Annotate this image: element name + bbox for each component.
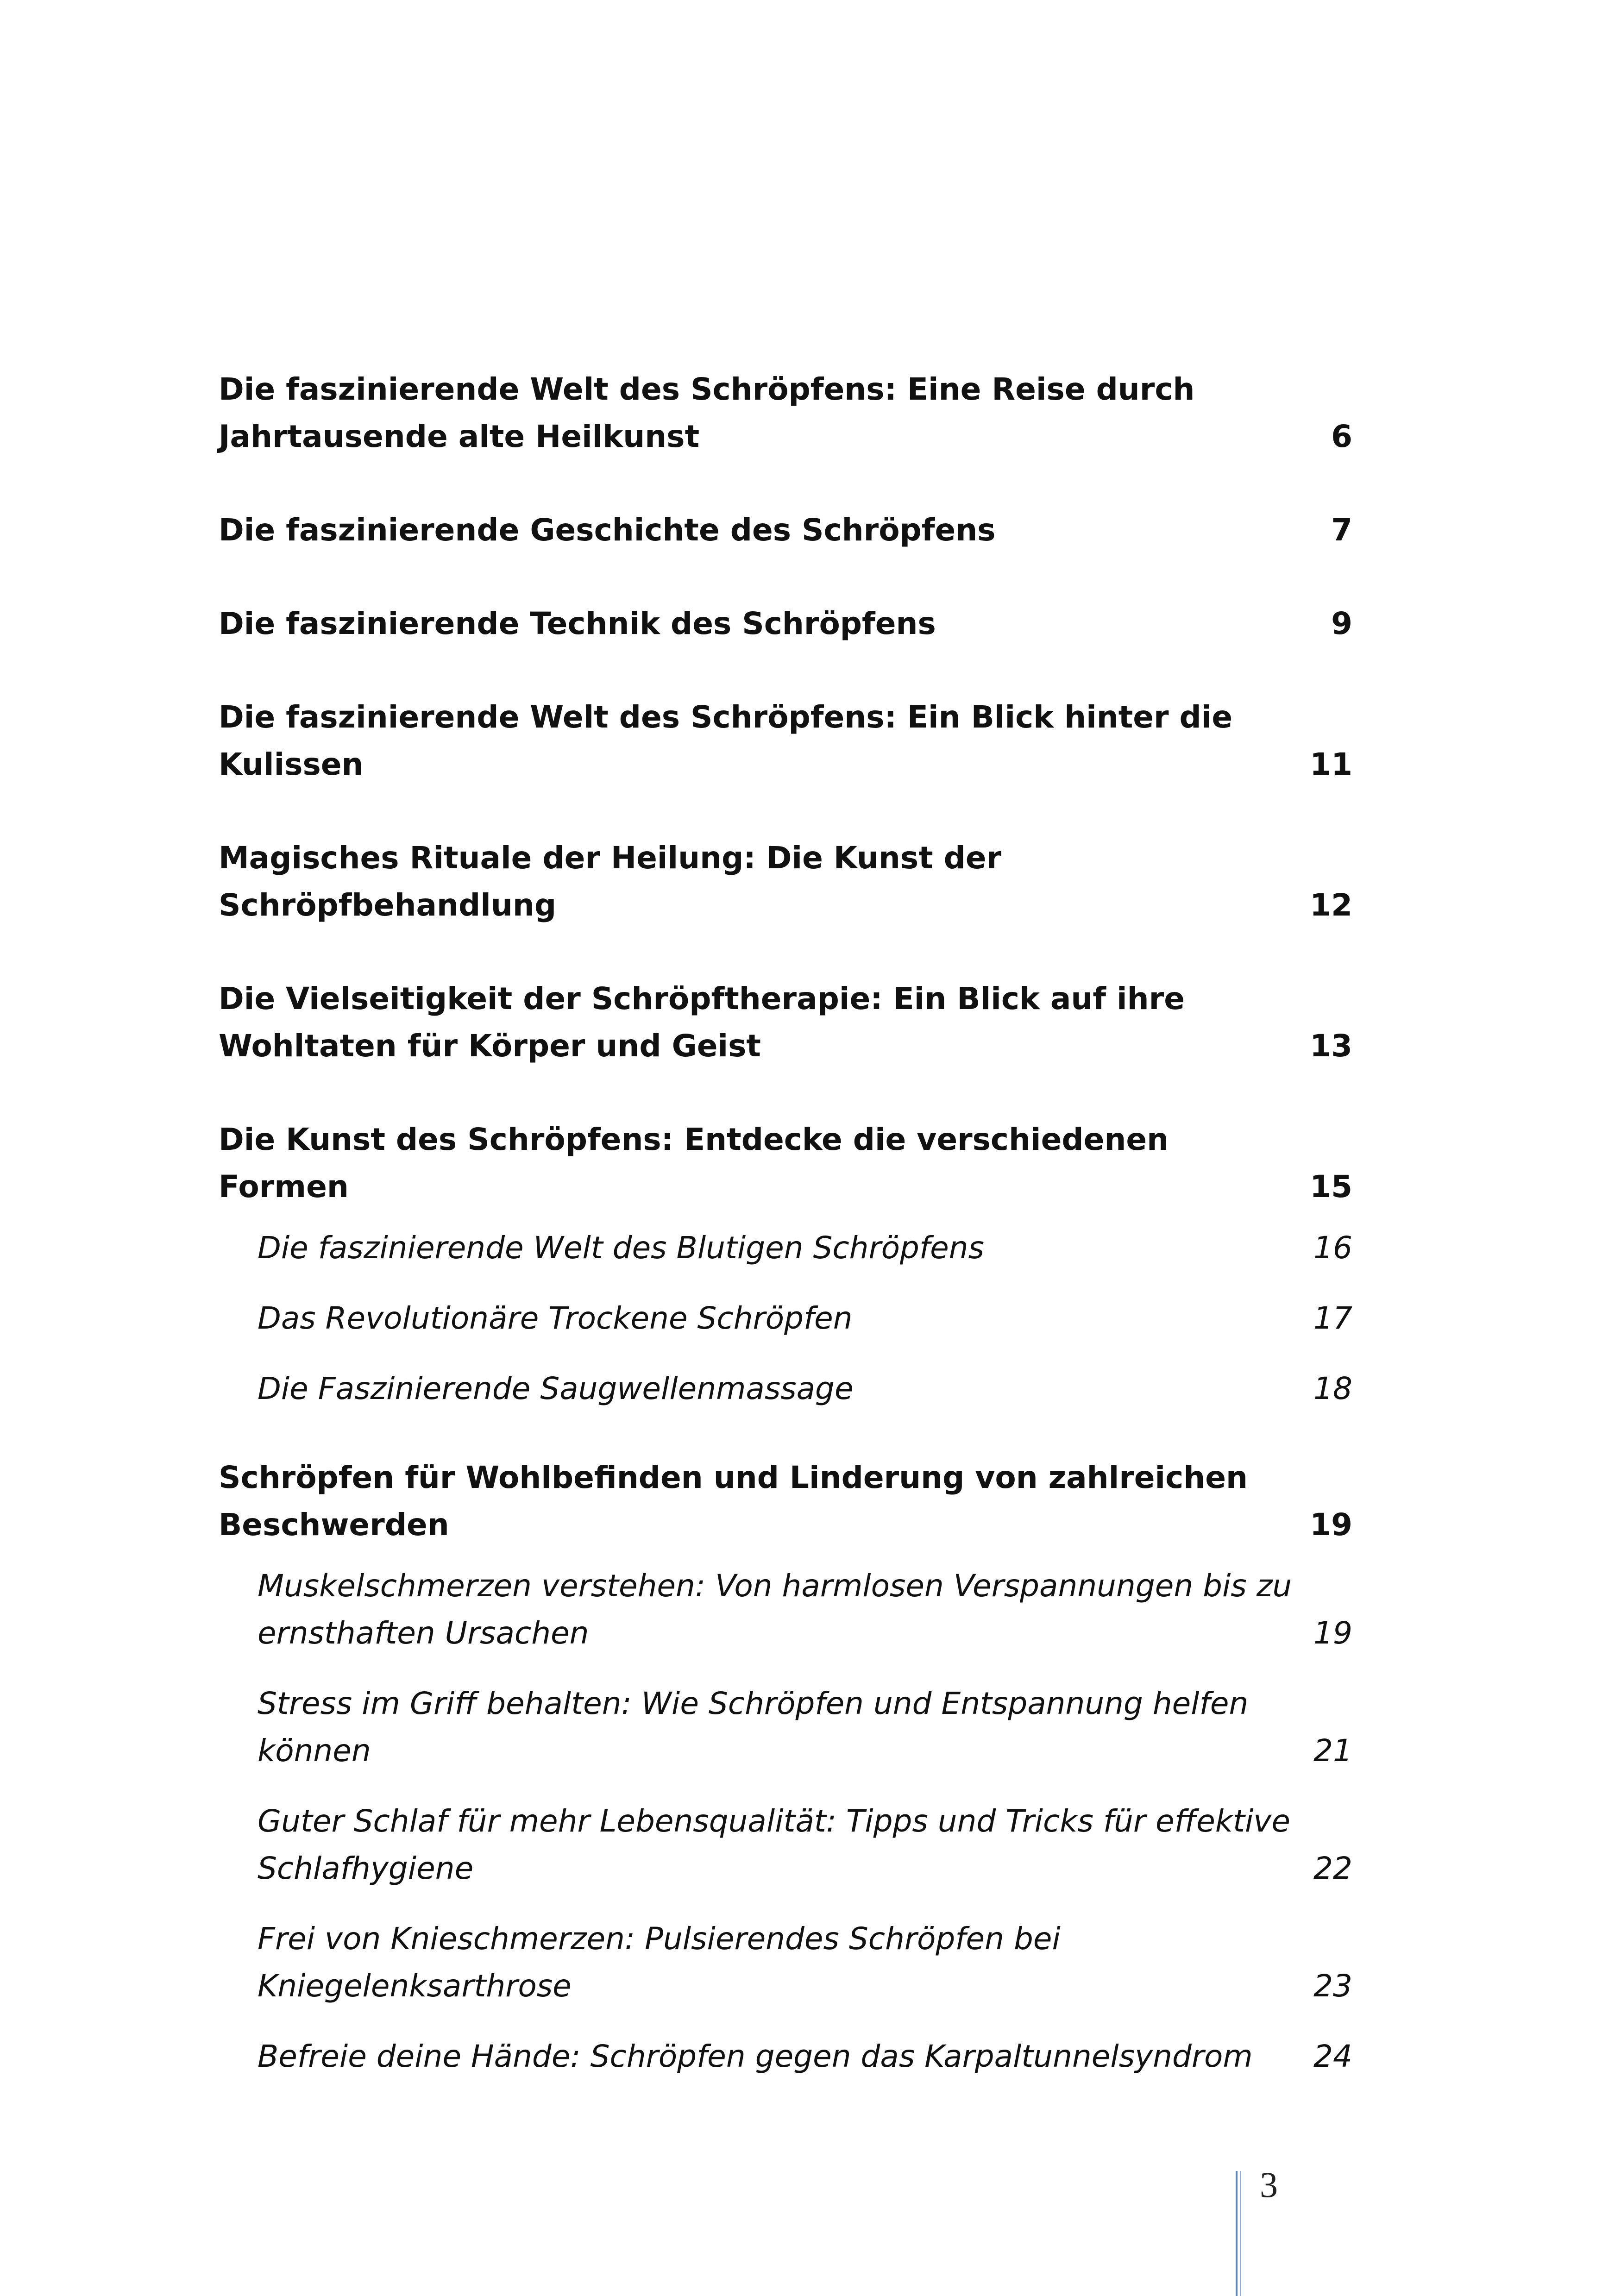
toc-subentry-title: Muskelschmerzen verstehen: Von harmlosen Verspannungen bis zu ernsthaften Ursachen [258,1568,1292,1651]
toc-subentry-title: Befreie deine Hände: Schröpfen gegen das Karpaltunnelsyndrom [258,2039,1253,2074]
toc-subentry-title: Das Revolutionäre Trockene Schröpfen [258,1300,853,1336]
toc-subentry-page: 18 [1313,1371,1352,1406]
toc-subentry-page: 16 [1313,1230,1352,1266]
toc-subentry[interactable] [219,1798,1352,1892]
toc-subentry[interactable] [219,1365,1352,1412]
toc-entry-title: Die faszinierende Geschichte des Schröpfens [219,512,996,548]
toc-entry[interactable] [219,1454,1352,1549]
toc-entry[interactable] [219,1116,1352,1211]
toc-entry-title: Die faszinierende Technik des Schröpfens [219,606,936,641]
toc-subentry-page: 21 [1313,1733,1352,1769]
toc-entry[interactable] [219,366,1352,460]
toc-subentry-title: Frei von Knieschmerzen: Pulsierendes Schröpfen bei Kniegelenksarthrose [258,1921,1061,2004]
toc-subentry-page: 17 [1313,1300,1352,1336]
toc-entry-page: 19 [1310,1507,1352,1543]
toc-entry[interactable] [219,834,1352,929]
toc-subentry-title: Guter Schlaf für mehr Lebensqualität: Tipps und Tricks für effektive Schlafhygiene [258,1803,1290,1886]
toc-entry-title: Die Kunst des Schröpfens: Entdecke die verschiedenen Formen [219,1122,1169,1204]
toc-entry-page: 6 [1331,419,1352,454]
toc-subentry[interactable] [219,1224,1352,1272]
toc-subentry-title: Stress im Griff behalten: Wie Schröpfen und Entspannung helfen können [258,1686,1249,1769]
toc-entry-page: 13 [1310,1028,1352,1064]
toc-entry[interactable] [219,694,1352,788]
toc-entry-title: Die faszinierende Welt des Schröpfens: Eine Reise durch Jahrtausende alte Heilkunst [219,371,1195,454]
toc-entry-page: 11 [1310,747,1352,782]
toc-subentry-title: Die Faszinierende Saugwellenmassage [258,1371,854,1406]
toc-subentry[interactable] [219,2033,1352,2080]
page-number: 3 [1260,2164,1278,2205]
toc-entry-page: 15 [1310,1169,1352,1204]
toc-subentry[interactable] [219,1295,1352,1342]
footer-rule-line [1240,2171,1241,2296]
toc-subentry-page: 23 [1313,1968,1352,2004]
toc-entry-title: Die Vielseitigkeit der Schröpftherapie: Ein Blick auf ihre Wohltaten für Körper und Geist [219,981,1185,1064]
footer-rule-line [1236,2171,1238,2296]
toc-entry[interactable] [219,975,1352,1070]
toc-entry-page: 12 [1310,887,1352,923]
toc-subentry-page: 19 [1313,1615,1352,1651]
toc-entry[interactable] [219,507,1352,554]
toc-subentry-page: 22 [1313,1851,1352,1886]
toc-subentry[interactable] [219,1680,1352,1775]
toc-entry-title: Schröpfen für Wohlbefinden und Linderung von zahlreichen Beschwerden [219,1460,1248,1543]
table-of-contents [219,366,1352,2103]
toc-subentry[interactable] [219,1562,1352,1657]
toc-entry-title: Magisches Rituale der Heilung: Die Kunst der Schröpfbehandlung [219,840,1002,923]
toc-entry[interactable] [219,600,1352,647]
toc-entry-title: Die faszinierende Welt des Schröpfens: Ein Blick hinter die Kulissen [219,699,1233,782]
toc-subentry[interactable] [219,1915,1352,2010]
toc-subentry-page: 24 [1313,2039,1352,2074]
footer-rule [1236,2171,1239,2296]
toc-entry-page: 9 [1331,606,1352,641]
toc-entry-page: 7 [1331,512,1352,548]
toc-subentry-title: Die faszinierende Welt des Blutigen Schröpfens [258,1230,984,1266]
